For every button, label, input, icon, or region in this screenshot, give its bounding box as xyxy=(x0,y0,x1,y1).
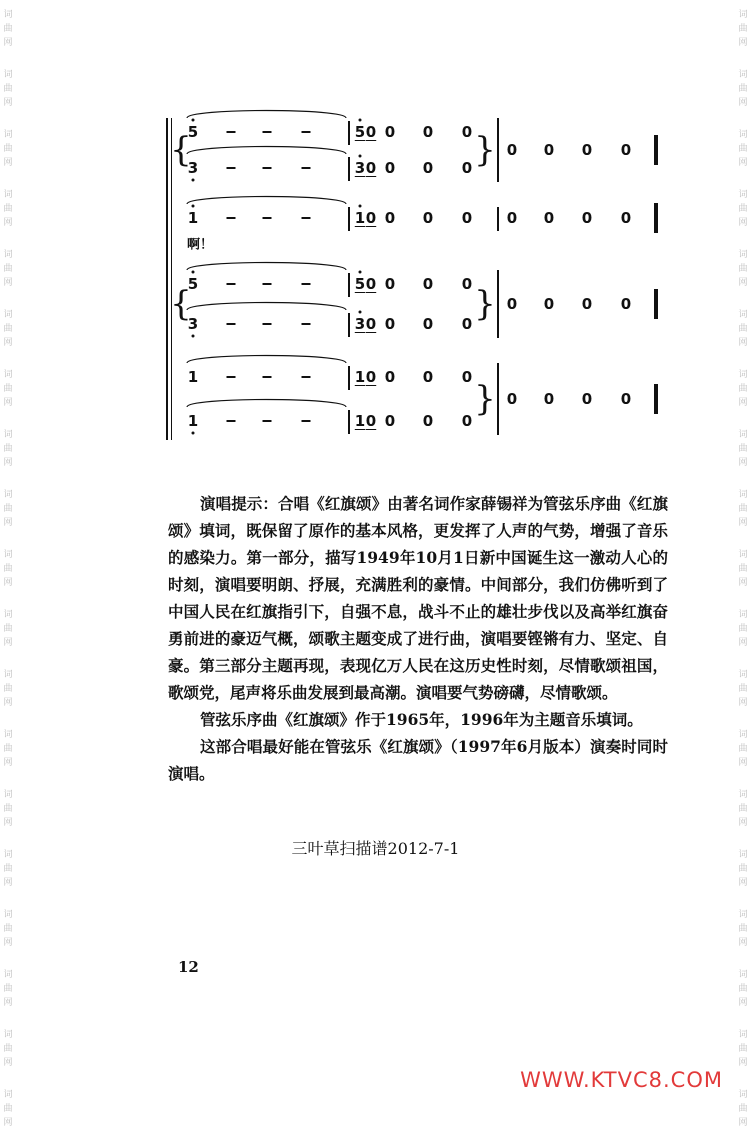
rest: 0 xyxy=(620,209,632,227)
watermark-char: 曲 xyxy=(738,1044,748,1054)
watermark-char: 曲 xyxy=(3,24,13,34)
rest: 0 xyxy=(365,209,377,227)
watermark-char: 曲 xyxy=(738,444,748,454)
watermark-char: 曲 xyxy=(3,504,13,514)
rest: 0 xyxy=(384,159,396,177)
rest: 0 xyxy=(422,123,434,141)
bar-line xyxy=(348,313,350,337)
watermark-char: 网 xyxy=(738,578,748,588)
watermark-char: 词 xyxy=(738,370,748,380)
watermark-char: 词 xyxy=(3,610,13,620)
watermark-char: 网 xyxy=(3,98,13,108)
watermark-char: 词 xyxy=(738,250,748,260)
watermark-char: 曲 xyxy=(3,744,13,754)
watermark-char: 网 xyxy=(738,638,748,648)
extension-dash xyxy=(263,217,272,219)
watermark-char: 曲 xyxy=(3,324,13,334)
watermark-char: 网 xyxy=(3,338,13,348)
watermark-char: 词 xyxy=(738,490,748,500)
jianpu-score xyxy=(160,100,680,440)
rest: 0 xyxy=(543,390,555,408)
rest: 0 xyxy=(422,412,434,430)
slur xyxy=(187,111,346,119)
rest: 0 xyxy=(581,141,593,159)
rest: 0 xyxy=(384,209,396,227)
watermark-char: 词 xyxy=(738,550,748,560)
watermark-char: 网 xyxy=(738,1058,748,1068)
side-watermark-right xyxy=(736,0,750,1128)
watermark-char: 词 xyxy=(3,730,13,740)
watermark-char: 词 xyxy=(3,370,13,380)
watermark-char: 曲 xyxy=(738,504,748,514)
rest: 0 xyxy=(365,275,377,293)
watermark-char: 词 xyxy=(738,70,748,80)
watermark-char: 网 xyxy=(3,998,13,1008)
watermark-char: 曲 xyxy=(3,804,13,814)
bar-line xyxy=(348,366,350,390)
held-note: 5 xyxy=(187,275,199,293)
rest: 0 xyxy=(365,123,377,141)
site-watermark[interactable]: WWW.KTVC8.COM xyxy=(520,1068,723,1092)
note: 3 xyxy=(354,159,366,177)
watermark-char: 曲 xyxy=(3,924,13,934)
rest: 0 xyxy=(506,295,518,313)
watermark-char: 曲 xyxy=(738,384,748,394)
watermark-char: 曲 xyxy=(738,564,748,574)
bar-line xyxy=(497,207,499,231)
extension-dash xyxy=(227,167,236,169)
rest: 0 xyxy=(506,209,518,227)
rest: 0 xyxy=(620,141,632,159)
system-brace-right: } xyxy=(474,379,496,419)
watermark-char: 网 xyxy=(3,158,13,168)
watermark-char: 词 xyxy=(3,490,13,500)
watermark-char: 网 xyxy=(738,278,748,288)
held-note: 1 xyxy=(187,209,199,227)
watermark-char: 网 xyxy=(3,398,13,408)
rest: 0 xyxy=(543,295,555,313)
watermark-char: 词 xyxy=(3,130,13,140)
rest: 0 xyxy=(422,209,434,227)
watermark-char: 网 xyxy=(738,338,748,348)
rest: 0 xyxy=(422,159,434,177)
note: 3 xyxy=(354,315,366,333)
watermark-char: 曲 xyxy=(3,1104,13,1114)
watermark-char: 曲 xyxy=(738,24,748,34)
extension-dash xyxy=(302,217,311,219)
rest: 0 xyxy=(461,368,473,386)
watermark-char: 曲 xyxy=(738,984,748,994)
performance-notes xyxy=(168,490,668,787)
watermark-char: 曲 xyxy=(738,84,748,94)
watermark-char: 词 xyxy=(3,970,13,980)
watermark-char: 词 xyxy=(3,430,13,440)
held-note: 1 xyxy=(187,368,199,386)
rest: 0 xyxy=(384,315,396,333)
note: 5 xyxy=(354,123,366,141)
watermark-char: 曲 xyxy=(3,984,13,994)
watermark-char: 网 xyxy=(738,758,748,768)
slur xyxy=(187,197,346,205)
rest: 0 xyxy=(461,412,473,430)
extension-dash xyxy=(263,167,272,169)
watermark-char: 网 xyxy=(738,38,748,48)
watermark-char: 词 xyxy=(3,1090,13,1100)
watermark-char: 词 xyxy=(738,10,748,20)
extension-dash xyxy=(263,131,272,133)
extension-dash xyxy=(227,283,236,285)
watermark-char: 词 xyxy=(738,670,748,680)
rest: 0 xyxy=(506,390,518,408)
bar-line xyxy=(348,410,350,434)
watermark-char: 网 xyxy=(3,638,13,648)
rest: 0 xyxy=(543,141,555,159)
watermark-char: 词 xyxy=(3,550,13,560)
watermark-char: 曲 xyxy=(3,264,13,274)
rest: 0 xyxy=(620,390,632,408)
rest: 0 xyxy=(461,315,473,333)
watermark-char: 曲 xyxy=(3,684,13,694)
notes-paragraph-1 xyxy=(168,490,668,706)
watermark-char: 词 xyxy=(738,1090,748,1100)
watermark-char: 词 xyxy=(3,1030,13,1040)
watermark-char: 网 xyxy=(3,278,13,288)
rest: 0 xyxy=(422,368,434,386)
scan-credit: 三叶草扫描谱2012-7-1 xyxy=(291,839,460,858)
watermark-char: 网 xyxy=(738,938,748,948)
watermark-char: 网 xyxy=(3,878,13,888)
watermark-char: 网 xyxy=(3,938,13,948)
rest: 0 xyxy=(422,315,434,333)
lyric: 啊！ xyxy=(187,237,214,253)
rest: 0 xyxy=(581,390,593,408)
note: 1 xyxy=(354,209,366,227)
rest: 0 xyxy=(461,209,473,227)
watermark-char: 曲 xyxy=(738,324,748,334)
extension-dash xyxy=(302,131,311,133)
octave-dot xyxy=(359,205,362,208)
rest: 0 xyxy=(365,315,377,333)
watermark-char: 网 xyxy=(3,38,13,48)
bar-line xyxy=(348,121,350,145)
notes-paragraph-3: 这部合唱最好能在管弦乐《红旗颂》（1997年6月版本）演奏时同时演唱。 xyxy=(168,737,668,783)
watermark-char: 网 xyxy=(3,1058,13,1068)
held-note: 5 xyxy=(187,123,199,141)
extension-dash xyxy=(227,323,236,325)
held-note: 3 xyxy=(187,159,199,177)
watermark-char: 网 xyxy=(738,1118,748,1128)
notes-label: 演唱提示： xyxy=(200,494,279,513)
watermark-char: 词 xyxy=(3,310,13,320)
watermark-char: 网 xyxy=(3,758,13,768)
extension-dash xyxy=(263,376,272,378)
rest: 0 xyxy=(384,123,396,141)
watermark-char: 网 xyxy=(738,818,748,828)
watermark-char: 曲 xyxy=(738,684,748,694)
rest: 0 xyxy=(365,159,377,177)
watermark-char: 词 xyxy=(3,670,13,680)
octave-dot xyxy=(192,432,195,435)
extension-dash xyxy=(302,167,311,169)
extension-dash xyxy=(302,323,311,325)
watermark-char: 词 xyxy=(3,790,13,800)
watermark-char: 曲 xyxy=(3,204,13,214)
system-brace-left: { xyxy=(170,284,192,324)
slur xyxy=(187,400,346,408)
watermark-char: 词 xyxy=(738,130,748,140)
watermark-char: 词 xyxy=(3,190,13,200)
watermark-char: 网 xyxy=(3,698,13,708)
watermark-char: 网 xyxy=(3,578,13,588)
bar-line xyxy=(348,273,350,297)
octave-dot xyxy=(192,335,195,338)
held-note: 1 xyxy=(187,412,199,430)
watermark-char: 曲 xyxy=(738,864,748,874)
watermark-char: 词 xyxy=(3,70,13,80)
slur xyxy=(187,303,346,311)
rest: 0 xyxy=(422,275,434,293)
watermark-char: 网 xyxy=(3,818,13,828)
watermark-char: 曲 xyxy=(738,744,748,754)
system-brace-right: } xyxy=(474,130,496,170)
held-note: 3 xyxy=(187,315,199,333)
extension-dash xyxy=(302,420,311,422)
slur xyxy=(187,356,346,364)
watermark-char: 词 xyxy=(738,190,748,200)
extension-dash xyxy=(227,131,236,133)
note: 5 xyxy=(354,275,366,293)
watermark-char: 词 xyxy=(738,430,748,440)
final-barline xyxy=(654,384,658,414)
octave-dot xyxy=(192,271,195,274)
rest: 0 xyxy=(365,412,377,430)
bar-line xyxy=(497,118,499,182)
watermark-char: 曲 xyxy=(3,564,13,574)
watermark-char: 曲 xyxy=(3,84,13,94)
rest: 0 xyxy=(581,209,593,227)
watermark-char: 曲 xyxy=(738,144,748,154)
watermark-char: 词 xyxy=(738,850,748,860)
watermark-char: 曲 xyxy=(3,144,13,154)
watermark-char: 曲 xyxy=(3,444,13,454)
watermark-char: 词 xyxy=(738,610,748,620)
octave-dot xyxy=(192,179,195,182)
watermark-char: 网 xyxy=(738,458,748,468)
watermark-char: 曲 xyxy=(738,1104,748,1114)
watermark-char: 网 xyxy=(738,398,748,408)
final-barline xyxy=(654,135,658,165)
watermark-char: 词 xyxy=(3,10,13,20)
extension-dash xyxy=(263,283,272,285)
octave-dot xyxy=(192,205,195,208)
notes-text-1: 合唱《红旗颂》由著名词作家薛锡祥为管弦乐序曲《红旗颂》填词，既保留了原作的基本风格，更发挥了人声的气势，增强了音乐的感染力。第一部分，描写1949年10月1日新中国诞生这一激动人心的时刻，演唱要明朗、抒展，充满胜利的豪情。中间部分，我们仿佛听到了中国人民在红旗指引下，自强不息，战斗不止的雄壮步伐以及高举红旗奋勇前进的豪迈气概，颂歌主题变成了进行曲，演唱要铿锵有力、坚定、自豪。第三部分主题再现，表现亿万人民在这历史性时刻，尽情歌颂祖国，歌颂党，尾声将乐曲发展到最高潮。演唱要气势磅礴，尽情歌颂。 xyxy=(168,494,668,702)
watermark-char: 网 xyxy=(738,98,748,108)
octave-dot xyxy=(359,155,362,158)
extension-dash xyxy=(227,420,236,422)
system-brace-left: { xyxy=(170,130,192,170)
rest: 0 xyxy=(581,295,593,313)
watermark-char: 网 xyxy=(738,698,748,708)
note: 1 xyxy=(354,368,366,386)
extension-dash xyxy=(302,283,311,285)
watermark-char: 曲 xyxy=(3,1044,13,1054)
watermark-char: 词 xyxy=(3,910,13,920)
watermark-char: 曲 xyxy=(3,864,13,874)
system-brace-right: } xyxy=(474,284,496,324)
extension-dash xyxy=(302,376,311,378)
watermark-char: 词 xyxy=(738,970,748,980)
final-barline xyxy=(654,289,658,319)
extension-dash xyxy=(227,217,236,219)
bar-line xyxy=(348,207,350,231)
bar-line xyxy=(497,363,499,435)
rest: 0 xyxy=(620,295,632,313)
watermark-char: 词 xyxy=(738,310,748,320)
rest: 0 xyxy=(506,141,518,159)
watermark-char: 词 xyxy=(738,910,748,920)
rest: 0 xyxy=(365,368,377,386)
octave-dot xyxy=(359,119,362,122)
watermark-char: 网 xyxy=(738,518,748,528)
watermark-char: 网 xyxy=(738,218,748,228)
note: 1 xyxy=(354,412,366,430)
watermark-char: 曲 xyxy=(738,624,748,634)
bar-line xyxy=(497,270,499,338)
watermark-char: 曲 xyxy=(738,804,748,814)
watermark-char: 网 xyxy=(738,998,748,1008)
rest: 0 xyxy=(543,209,555,227)
watermark-char: 网 xyxy=(3,518,13,528)
watermark-char: 词 xyxy=(3,850,13,860)
rest: 0 xyxy=(461,159,473,177)
octave-dot xyxy=(359,311,362,314)
watermark-char: 词 xyxy=(738,790,748,800)
page-number: 12 xyxy=(178,958,199,976)
watermark-char: 网 xyxy=(738,158,748,168)
watermark-char: 曲 xyxy=(738,204,748,214)
watermark-char: 网 xyxy=(738,878,748,888)
slur xyxy=(187,147,346,155)
watermark-char: 网 xyxy=(3,1118,13,1128)
watermark-char: 曲 xyxy=(738,264,748,274)
slur xyxy=(187,263,346,271)
side-watermark-left xyxy=(1,0,15,1128)
rest: 0 xyxy=(384,368,396,386)
watermark-char: 词 xyxy=(3,250,13,260)
slur-lines xyxy=(160,100,680,440)
notes-paragraph-2: 管弦乐序曲《红旗颂》作于1965年，1996年为主题音乐填词。 xyxy=(200,710,643,729)
rest: 0 xyxy=(461,275,473,293)
watermark-char: 曲 xyxy=(3,384,13,394)
watermark-char: 网 xyxy=(3,458,13,468)
rest: 0 xyxy=(384,275,396,293)
rest: 0 xyxy=(461,123,473,141)
octave-dot xyxy=(192,119,195,122)
octave-dot xyxy=(359,271,362,274)
rest: 0 xyxy=(384,412,396,430)
watermark-char: 曲 xyxy=(3,624,13,634)
watermark-char: 词 xyxy=(738,1030,748,1040)
extension-dash xyxy=(263,420,272,422)
extension-dash xyxy=(227,376,236,378)
watermark-char: 曲 xyxy=(738,924,748,934)
extension-dash xyxy=(263,323,272,325)
final-barline xyxy=(654,203,658,233)
watermark-char: 网 xyxy=(3,218,13,228)
bar-line xyxy=(348,157,350,181)
watermark-char: 词 xyxy=(738,730,748,740)
